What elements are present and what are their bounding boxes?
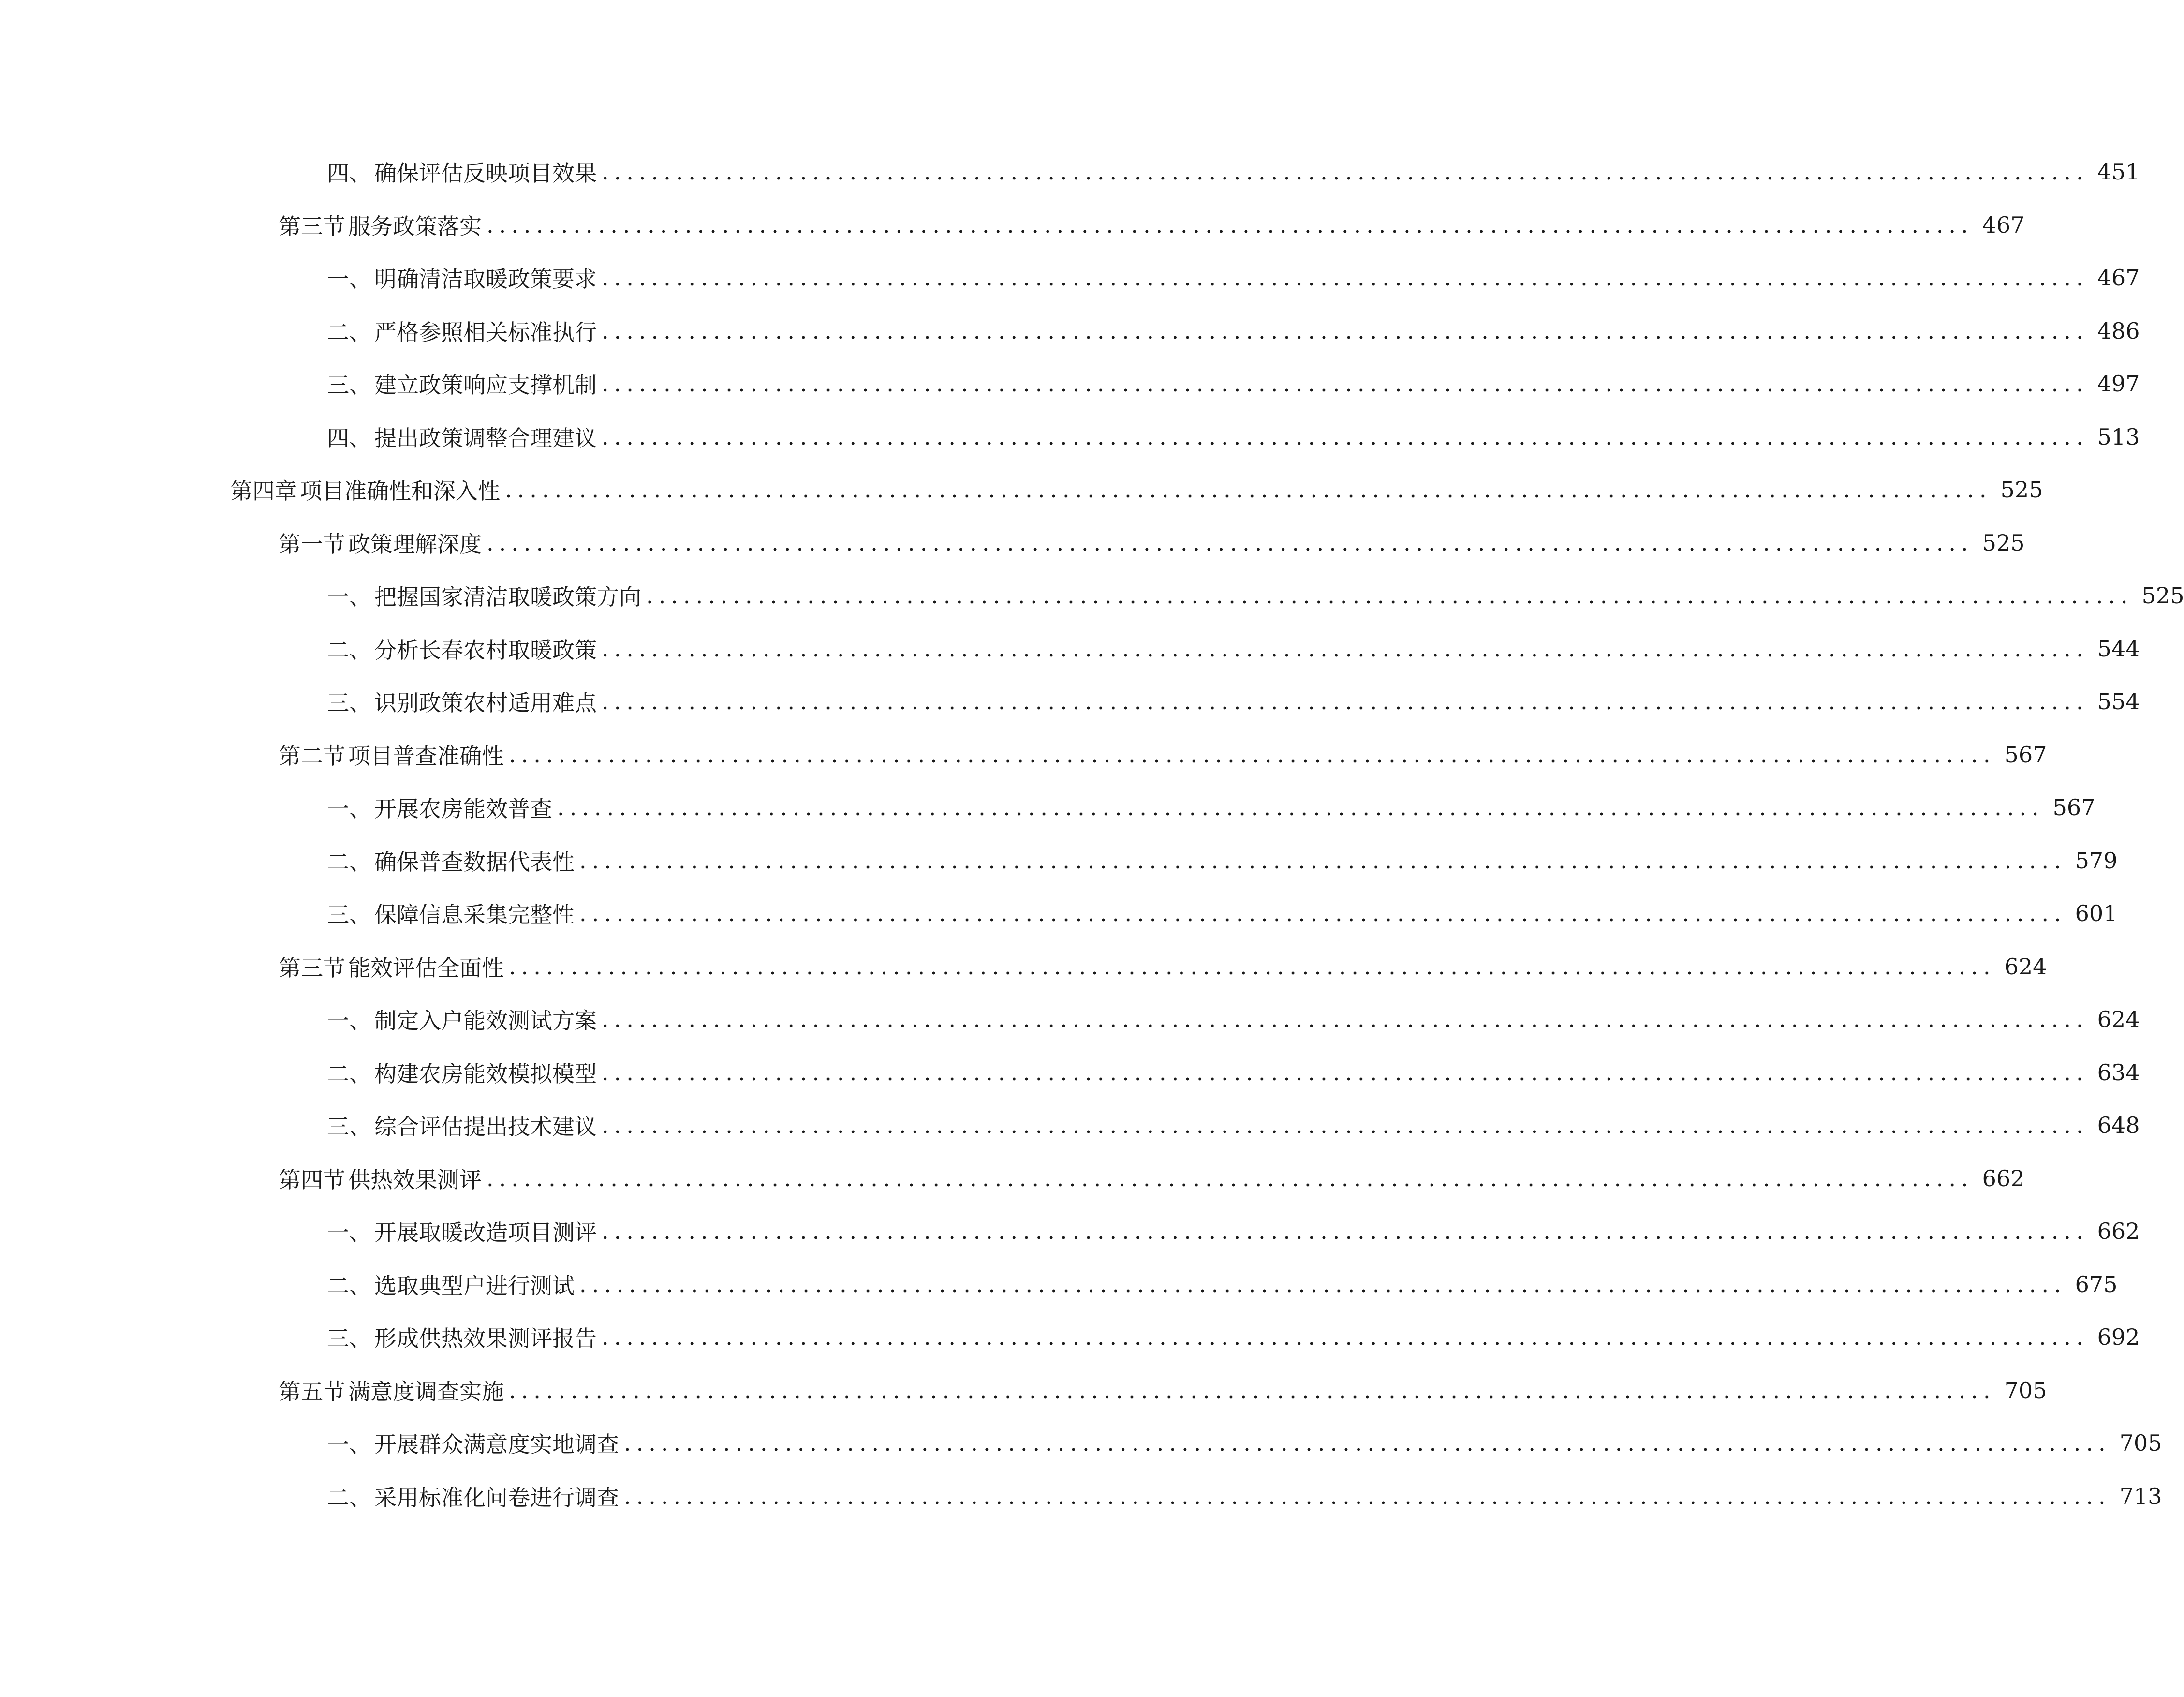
toc-entry-number: 二、 [327,1485,371,1511]
toc-entry-number: 一、 [327,1008,371,1034]
toc-entry[interactable] [327,834,2118,887]
toc-entry-title: 开展农房能效普查 [374,796,552,822]
toc-entry[interactable] [327,781,2095,834]
toc-entry-page: 544 [2097,636,2140,662]
toc-entry-page: 601 [2075,900,2118,926]
toc-entry-title: 建立政策响应支撑机制 [374,372,597,398]
toc-entry-number: 第三节 [279,955,345,981]
toc-leader-dots: ........................................................................................................................ [602,636,2089,662]
toc-entry-title: 项目准确性和深入性 [300,478,500,504]
toc-leader-dots: ........................................................................................................................ [602,265,2089,291]
toc-entry-title: 服务政策落实 [348,213,482,239]
toc-entry-number: 第三节 [279,213,345,239]
toc-leader-dots: ........................................................................................................................ [579,1271,2066,1297]
toc-entry-title: 确保普查数据代表性 [374,849,575,875]
toc-leader-dots: ........................................................................................................................ [602,159,2089,185]
toc-entry-title: 综合评估提出技术建议 [374,1114,597,1140]
toc-leader-dots: ........................................................................................................................ [602,1218,2089,1244]
toc-entry-page: 567 [2004,742,2047,768]
toc-leader-dots: ........................................................................................................................ [624,1483,2111,1509]
toc-entry[interactable] [279,940,2047,993]
toc-entry[interactable] [279,516,2025,569]
toc-leader-dots: ........................................................................................................................ [602,1112,2089,1138]
toc-entry-page: 486 [2097,318,2140,344]
toc-entry[interactable] [230,463,2043,516]
toc-entry-page: 662 [2097,1218,2140,1244]
toc-entry[interactable] [327,304,2140,357]
toc-entry[interactable] [327,410,2140,463]
toc-leader-dots: ........................................................................................................................ [602,688,2089,715]
toc-entry-page: 624 [2004,953,2047,980]
toc-entry[interactable] [327,1310,2140,1364]
toc-entry-number: 第一节 [279,531,345,557]
toc-entry[interactable] [327,993,2140,1046]
toc-leader-dots: ........................................................................................................................ [505,476,1992,503]
toc-entry-title: 满意度调查实施 [348,1379,504,1405]
toc-entry-number: 一、 [327,266,371,292]
toc-entry-title: 供热效果测评 [348,1167,482,1193]
toc-entry[interactable] [279,728,2047,781]
toc-entry-number: 三、 [327,372,371,398]
toc-entry-title: 确保评估反映项目效果 [374,160,597,186]
toc-entry-page: 648 [2097,1112,2140,1138]
toc-entry-page: 705 [2119,1430,2162,1456]
toc-entry[interactable] [327,1099,2140,1152]
toc-entry-title: 把握国家清洁取暖政策方向 [374,584,641,610]
toc-entry-page: 525 [1982,530,2025,556]
toc-entry[interactable] [279,1364,2047,1417]
toc-entry-page: 705 [2004,1377,2047,1403]
toc-entry-number: 第二节 [279,743,345,769]
toc-entry[interactable] [327,1470,2162,1523]
toc-entry[interactable] [327,569,2184,622]
toc-entry-title: 项目普查准确性 [348,743,504,769]
toc-leader-dots: ........................................................................................................................ [602,424,2089,450]
toc-entry-number: 第五节 [279,1379,345,1405]
toc-leader-dots: ........................................................................................................................ [579,848,2066,874]
toc-leader-dots: ........................................................................................................................ [602,1006,2089,1032]
toc-entry-page: 554 [2097,688,2140,715]
toc-entry[interactable] [327,622,2140,675]
toc-entry-page: 467 [2097,265,2140,291]
toc-entry-title: 严格参照相关标准执行 [374,319,597,345]
toc-entry-title: 开展取暖改造项目测评 [374,1220,597,1246]
toc-leader-dots: ........................................................................................................................ [624,1430,2111,1456]
toc-entry[interactable] [279,198,2025,252]
toc-entry-number: 二、 [327,319,371,345]
toc-leader-dots: ........................................................................................................................ [602,1324,2089,1350]
toc-leader-dots: ........................................................................................................................ [509,1377,1996,1403]
toc-entry-number: 二、 [327,637,371,663]
toc-entry-page: 713 [2119,1483,2162,1509]
toc-entry-title: 保障信息采集完整性 [374,902,575,928]
toc-entry[interactable] [327,357,2140,410]
toc-entry-page: 497 [2097,371,2140,397]
toc-leader-dots: ........................................................................................................................ [557,794,2044,820]
toc-leader-dots: ........................................................................................................................ [487,212,1974,238]
toc-entry-number: 一、 [327,796,371,822]
toc-entry-page: 467 [1982,212,2025,238]
toc-entry-number: 三、 [327,1325,371,1352]
toc-entry-page: 525 [2141,582,2184,609]
toc-entry-title: 分析长春农村取暖政策 [374,637,597,663]
toc-entry-page: 451 [2097,159,2140,185]
toc-entry-number: 第四节 [279,1167,345,1193]
toc-entry-page: 567 [2052,794,2095,820]
toc-entry[interactable] [327,145,2140,198]
toc-entry-number: 一、 [327,584,371,610]
toc-entry-number: 一、 [327,1431,371,1458]
toc-leader-dots: ........................................................................................................................ [602,371,2089,397]
toc-entry[interactable] [327,251,2140,304]
toc-entry[interactable] [327,887,2118,940]
toc-entry-title: 制定入户能效测试方案 [374,1008,597,1034]
toc-entry-page: 513 [2097,424,2140,450]
toc-entry[interactable] [327,675,2140,728]
toc-entry-title: 政策理解深度 [348,531,482,557]
toc-entry-number: 三、 [327,1114,371,1140]
toc-leader-dots: ........................................................................................................................ [487,530,1974,556]
toc-entry-page: 634 [2097,1059,2140,1086]
toc-leader-dots: ........................................................................................................................ [602,318,2089,344]
toc-leader-dots: ........................................................................................................................ [487,1165,1974,1191]
toc-entry-page: 675 [2075,1271,2118,1297]
toc-entry-number: 四、 [327,160,371,186]
toc-entry-page: 624 [2097,1006,2140,1032]
toc-entry[interactable] [327,1046,2140,1099]
toc-entry[interactable] [327,1416,2162,1470]
toc-entry[interactable] [279,1152,2025,1205]
toc-leader-dots: ........................................................................................................................ [602,1059,2089,1086]
toc-entry-title: 开展群众满意度实地调查 [374,1431,619,1458]
toc-entry-title: 提出政策调整合理建议 [374,425,597,451]
toc-entry-page: 692 [2097,1324,2140,1350]
toc-entry-title: 识别政策农村适用难点 [374,690,597,716]
toc-leader-dots: ........................................................................................................................ [509,742,1996,768]
toc-entry-title: 明确清洁取暖政策要求 [374,266,597,292]
toc-entry[interactable] [327,1205,2140,1258]
toc-entry-number: 二、 [327,1061,371,1087]
toc-entry-number: 三、 [327,690,371,716]
toc-entry-title: 形成供热效果测评报告 [374,1325,597,1352]
toc-leader-dots: ........................................................................................................................ [579,900,2066,926]
toc-entry-number: 第四章 [230,478,297,504]
toc-entry-title: 构建农房能效模拟模型 [374,1061,597,1087]
toc-entry-title: 能效评估全面性 [348,955,504,981]
toc-entry-number: 二、 [327,1273,371,1299]
toc-entry-number: 二、 [327,849,371,875]
toc-entry-page: 662 [1982,1165,2025,1191]
toc-entry-number: 一、 [327,1220,371,1246]
toc-entry-title: 选取典型户进行测试 [374,1273,575,1299]
toc-entry[interactable] [327,1258,2118,1311]
toc-entry-page: 525 [2000,476,2043,503]
toc-entry-number: 四、 [327,425,371,451]
toc-entry-page: 579 [2075,848,2118,874]
toc-entry-title: 采用标准化问卷进行调查 [374,1485,619,1511]
toc-leader-dots: ........................................................................................................................ [646,582,2133,609]
toc-entry-number: 三、 [327,902,371,928]
toc-leader-dots: ........................................................................................................................ [509,953,1996,980]
